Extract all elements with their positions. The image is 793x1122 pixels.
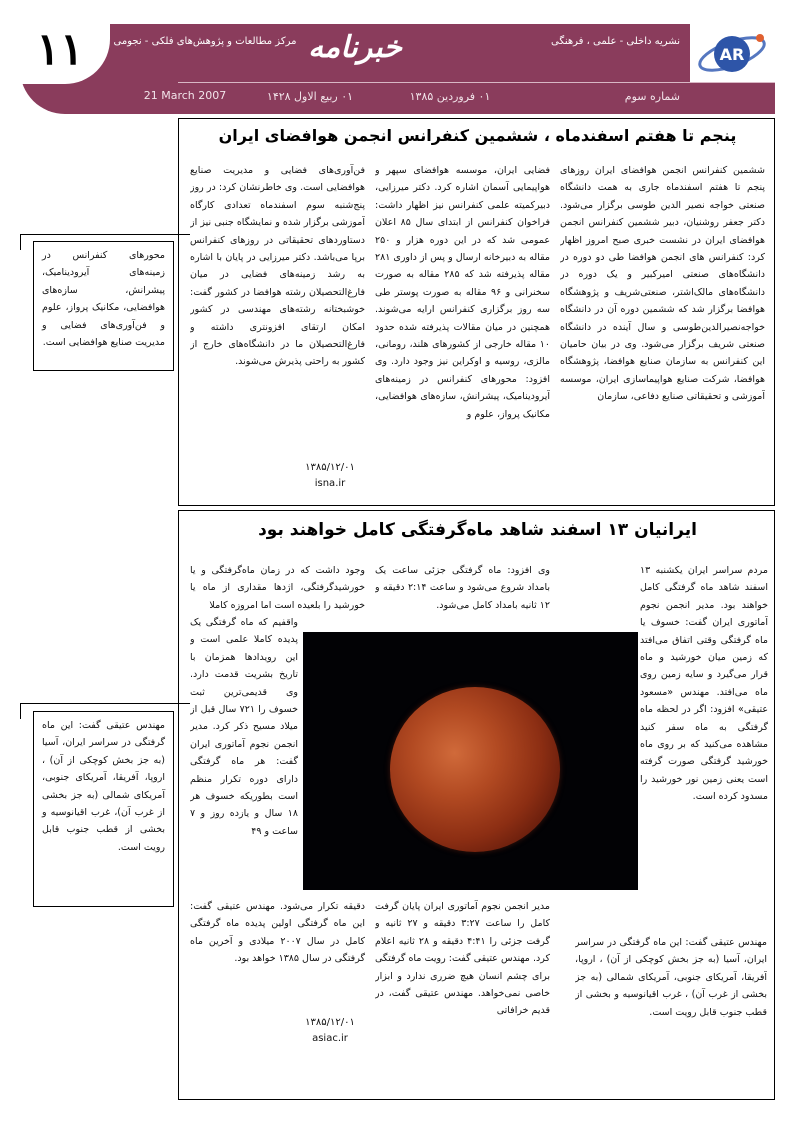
article-2-column-right-bottom: مهندس عتیقی گفت: این ماه گرفتگی در سراسر ایران، آسیا (به جز بخش کوچکی از آن) ، اروپا، آفریقا، آمریکای جنوبی، آمریکای شمالی (به جز بخشی از غرب آن) ، غرب اقیانوسیه و بخشی از قطب جنوب قابل رویت است. — [575, 937, 767, 1018]
masthead-center-name: مرکز مطالعات و پژوهش‌های فلکی - نجومی — [113, 36, 297, 47]
article-2-column-middle-top: وی افزود: ماه گرفتگی جزئی ساعت یک بامداد شروع می‌شود و ساعت ۲:۱۴ دقیقه و ۱۲ ثانیه بامداد کامل می‌شود. — [375, 565, 550, 611]
article-2-column-middle-bottom: مدیر انجمن نجوم آماتوری ایران پایان گرفت کامل را ساعت ۳:۲۷ دقیقه و ۲۷ ثانیه و گرفت جزئی را ۴:۴۱ دقیقه و ۲۸ ثانیه اعلام کرد. مهندس عتیقی گفت: رویت ماه گرفتگی برای چشم انسان هیچ ضرری ندارد و ابزار خاصی نمی‌خواهد. مهندس عتیقی گفت، در قدیم خرافاتی — [375, 901, 550, 1017]
date-persian: ۰۱ فروردین ۱۳۸۵ — [409, 90, 491, 103]
article-2-source-name[interactable]: asiac.ir — [312, 1033, 348, 1044]
issue-number: شماره سوم — [624, 90, 680, 103]
article-2-source-date: ۱۳۸۵/۱۲/۰۱ — [305, 1017, 355, 1028]
sidebox-1-connector — [20, 234, 190, 235]
article-1-title: پنجم تا هفتم اسفندماه ، ششمین کنفرانس انجمن هوافضای ایران — [218, 126, 737, 145]
lunar-eclipse-photo — [303, 632, 638, 890]
article-1-source-name[interactable]: isna.ir — [314, 478, 346, 489]
article-2-column-left-wrap: واقفیم که ماه گرفتگی یک پدیده کاملا علمی است و این رویدادها همزمان با تاریخ بشریت قدمت دارد. وی قدیمی‌ترین ثبت خسوف را ۷۲۱ سال قبل از میلاد مسیح ذکر کرد. مدیر انجمن نجوم آماتوری ایران گفت: هر ماه گرفتگی دارای دوره تکرار منظم است بطوریکه خسوف هر ۱۸ سال و یازده روز و ۷ ساعت و ۴۹ — [190, 617, 298, 837]
logo-area — [690, 24, 775, 82]
masthead-tagline: نشریه داخلی - علمی ، فرهنگی — [551, 36, 680, 47]
eclipsed-moon-image — [390, 687, 560, 852]
page-number: ۱۱ — [36, 24, 84, 75]
article-2-column-left-top: وجود داشت که در زمان ماه‌گرفتگی و یا خورشیدگرفتگی، اژدها مقداری از ماه یا خورشید را بلعیده است اما امروزه کاملا — [190, 565, 365, 611]
logo-letters: AR — [719, 45, 745, 64]
masthead-brand: خبرنامه — [308, 30, 402, 65]
sidebox-1-connector-vertical — [20, 234, 21, 250]
article-2-column-left-bottom: دقیقه تکرار می‌شود. مهندس عتیقی گفت: این ماه گرفتگی اولین پدیده ماه گرفتگی کامل در سال ۲۰۰۷ میلادی و آخرین ماه گرفتگی در سال ۱۳۸۵ خواهد بود. — [190, 901, 365, 965]
article-2-title: ایرانیان ۱۳ اسفند شاهد ماه‌گرفتگی کامل خواهند بود — [258, 520, 697, 540]
masthead-divider — [178, 82, 775, 83]
article-1-column-middle: فضایی ایران، موسسه هوافضای سپهر و هواپیمایی آسمان اشاره کرد. دکتر میرزایی، دبیرکمیته علمی کنفرانس نیز اظهار داشت: فراخوان کنفرانس از ابتدای سال ۸۵ اعلان عمومی شد که در این دوره هزار و ۲۵۰ مقاله به دبیرخانه ارسال و پس از داوری ۲۸۱ مقاله پذیرفته شد که ۲۸۵ مقاله به صورت سخنرانی و ۹۶ مقاله به صورت پوستر طی سه روز برگزاری کنفرانس ارایه می‌شوند. همچنین در میان مقالات پذیرفته شده حدود ۱۰ مقاله خارجی از کشورهای هلند، رومانی، مالزی، روسیه و اوکراین نیز وجود دارد. وی افزود: محورهای کنفرانس در زمینه‌های آیرودینامیک، پیشرانش، سازه‌های هوافضایی، مکانیک پرواز، علوم و — [375, 165, 550, 420]
article-1-column-left: فن‌آوری‌های فضایی و مدیریت صنایع هوافضایی است. وی خاطرنشان کرد: در روز پنج‌شنبه سوم اسفندماه تعدادی کارگاه آموزشی برگزار شده و نمایشگاه جنبی نیز از دستاوردهای تحقیقاتی در روزهای کنفرانس برپا می‌باشد. دکتر میرزایی در پایان با اشاره به رشد زمینه‌های فضایی در میان فارغ‌التحصیلان رشته هوافضا در کشور گفت: خوشبختانه رشته‌های مهندسی در کشور امکان ارتقای افزونتری داشته و فارغ‌التحصیلان ما در دانشگاه‌های خارج از کشور به راحتی پذیرش می‌شوند. — [190, 165, 365, 368]
sidebox-2-connector — [20, 703, 190, 704]
article-1-column-right: ششمین کنفرانس انجمن هوافضای ایران روزهای پنجم تا هفتم اسفندماه جاری به همت دانشگاه صنعتی خواجه نصیر الدین طوسی برگزار می‌شود. دکتر جعفر روشنیان، دبیر ششمین کنفرانس انجمن هوافضای ایران در نشست خبری صبح امروز اظهار کرد: کنفرانس های انجمن هوافضا طی دو دوره در دانشگاه‌های صنعتی امیرکبیر و یک دوره در دانشگاه‌های مالک‌اشتر، صنعتی‌شریف و پژوهشگاه هوافضا برگزار شد که ششمین دوره آن در دانشگاه خواجه‌نصیرالدین‌طوسی و سال آینده در دانشگاه صنعتی شریف برگزار می‌شود. وی در بیان حامیان این کنفرانس به سازمان صنایع هوافضا، پژوهشگاه هوافضا، شرکت صنایع هواپیماسازی ایران، موسسه آموزشی و تحقیقاتی صنایع دفاعی، سازمان — [560, 165, 765, 403]
ar-logo-icon — [690, 24, 775, 82]
article-2-column-right-top: مردم سراسر ایران یکشنبه ۱۳ اسفند شاهد ماه گرفتگی کامل خواهند بود. مدیر انجمن نجوم آماتوری ایران گفت: خسوف یا ماه گرفتگی وقتی اتفاق می‌افتد که زمین میان خورشید و ماه قرار می‌گیرد و سایه زمین روی ماه می‌افتد. مهندس «مسعود عتیقی» افزود: اگر در لحظه ماه گرفتگی به ماه سفر کنید مشاهده می‌کنید که بر روی ماه خورشید گرفتگی صورت گرفته است یعنی زمین نور خورشید را مسدود کرده است. — [640, 565, 768, 803]
sidebox-2-connector-vertical — [20, 703, 21, 719]
sidebox-2: مهندس عتیقی گفت: این ماه گرفتگی در سراسر ایران، آسیا (به جز بخش کوچکی از آن) ، اروپا، آفریقا، آمریکای جنوبی، آمریکای شمالی (به جز بخشی از غرب آن)، غرب اقیانوسیه و بخشی از قطب جنوب قابل رویت است. — [33, 711, 174, 907]
article-1-source-date: ۱۳۸۵/۱۲/۰۱ — [305, 462, 355, 473]
sidebox-1: محورهای کنفرانس در زمینه‌های آیرودینامیک، پیشرانش، سازه‌های هوافضایی، مکانیک پرواز، علوم و فن‌آوری‌های فضایی و مدیریت صنایع هوافضایی است. — [33, 241, 174, 371]
date-gregorian: 21 March 2007 — [143, 89, 227, 102]
date-hijri: ۰۱ ربیع الاول ۱۴۲۸ — [266, 90, 354, 103]
